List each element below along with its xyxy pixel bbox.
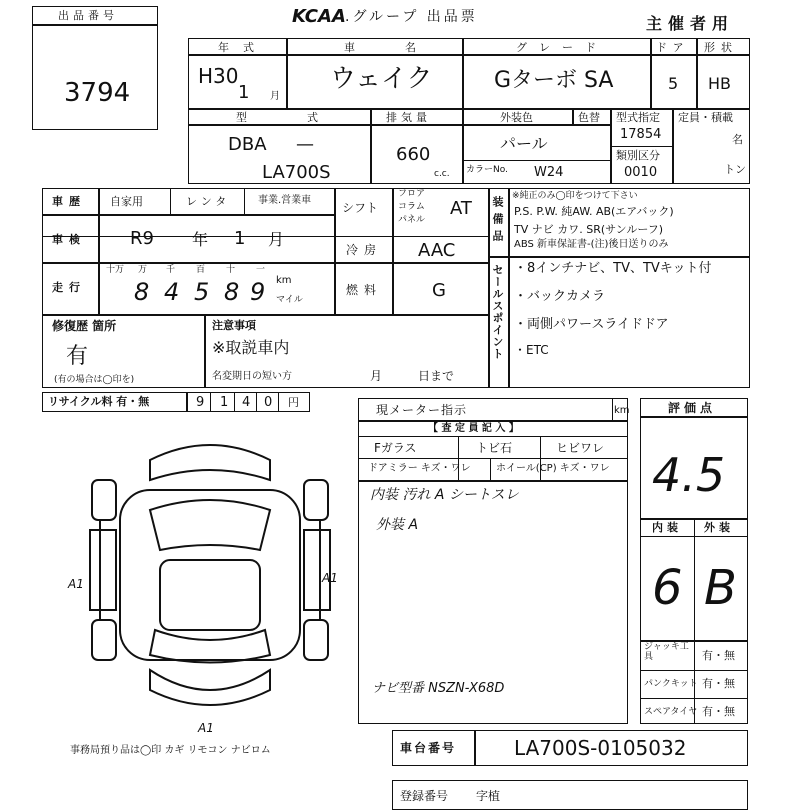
- shaken-month-unit: 月: [268, 230, 285, 249]
- meter-label: 現メーター指示: [376, 403, 468, 417]
- sales-points-label: セールスポイント: [491, 264, 504, 360]
- year-label: 年式: [218, 41, 268, 54]
- car-windshield: [150, 500, 270, 550]
- caution-label: 注意事項: [212, 319, 256, 332]
- color-change-label: 色替: [578, 111, 600, 124]
- score-label: 評価点: [668, 401, 717, 415]
- chassis-label: 車台番号: [400, 741, 457, 755]
- items-note: 事務局預り品は◯印 カギ リモコン ナビロム: [70, 745, 271, 756]
- recycle-digit: 0: [264, 395, 273, 410]
- displacement-label: 排気量: [386, 111, 431, 124]
- puncture-value[interactable]: 有・無: [702, 677, 735, 690]
- capacity-unit-ton: トン: [724, 163, 746, 176]
- equipment-note: ※純正のみ◯印をつけて下さい: [512, 191, 638, 201]
- organizer-label: 主催者用: [646, 14, 735, 33]
- shaken-label: 車検: [52, 233, 86, 246]
- recycle-digit: 9: [196, 395, 205, 410]
- ac-value: AAC: [418, 240, 456, 261]
- color-label: 外装色: [500, 111, 533, 124]
- puncture-label: パンクキット: [644, 679, 698, 689]
- mileage-digit: 8: [224, 278, 240, 306]
- grade-label: グレード: [516, 41, 608, 54]
- spare-label: スペアタイヤ: [644, 707, 698, 717]
- recycle-unit: 円: [288, 396, 299, 409]
- sales-point-item: ・両側パワースライドドア: [514, 317, 669, 332]
- body-value: HB: [708, 74, 732, 93]
- registration-label: 登録番号: [400, 789, 449, 803]
- body-label: 形状: [704, 41, 738, 54]
- shift-option-floor[interactable]: フロア: [398, 189, 426, 199]
- model-prefix: DBA: [228, 134, 267, 155]
- doors-label: ドア: [656, 41, 690, 54]
- mileage-digit-label: 万: [138, 265, 148, 275]
- sales-point-item: ・8インチナビ、TV、TVキット付: [514, 261, 712, 276]
- tire-front-left: [92, 480, 116, 520]
- shift-option-panel[interactable]: パネル: [398, 215, 426, 225]
- spare-value[interactable]: 有・無: [702, 705, 735, 718]
- mileage-digit-label: 十万: [106, 265, 125, 275]
- car-roof: [160, 560, 260, 630]
- mileage-digit-label: 千: [166, 265, 176, 275]
- recycle-digit: 4: [242, 395, 251, 410]
- mileage-digit: 8: [134, 278, 150, 306]
- damage-mark-right: A1: [322, 571, 338, 585]
- year-value: H30: [198, 64, 239, 88]
- glass-crack: ヒビワレ: [556, 441, 605, 455]
- car-diagram: [80, 420, 340, 730]
- mileage-digit-label: 百: [196, 265, 206, 275]
- interior-label: 内装: [652, 521, 682, 534]
- history-private[interactable]: 自家用: [110, 195, 143, 208]
- sales-point-item: ・ETC: [514, 343, 549, 357]
- shift-label: シフト: [342, 201, 379, 215]
- history-business[interactable]: 事業.営業車: [258, 195, 312, 206]
- doors-value: 5: [668, 74, 679, 93]
- model-code: LA700S: [262, 162, 331, 183]
- class-value: 0010: [624, 165, 658, 180]
- door-panel-left: [90, 530, 116, 610]
- capacity-unit-persons: 名: [732, 133, 743, 146]
- damage-mark-left: A1: [68, 577, 84, 591]
- tire-rear-right: [304, 620, 328, 660]
- repair-value: 有: [66, 344, 89, 369]
- month-unit: 月: [270, 91, 280, 102]
- nav-model-note: ナビ型番 NSZN-X68D: [372, 681, 505, 696]
- model-label: 型式: [236, 111, 378, 124]
- history-label: 車歴: [52, 195, 86, 208]
- caution-value: ※取説車内: [212, 338, 290, 357]
- recycle-label: リサイクル料 有・無: [48, 395, 150, 408]
- shaken-month: 1: [234, 228, 246, 249]
- exterior-value: B: [704, 560, 737, 616]
- displacement-unit: c.c.: [434, 169, 450, 179]
- shaken-year-unit: 年: [192, 230, 209, 249]
- grade-value: Gターボ SA: [494, 68, 614, 93]
- fuel-value: G: [432, 280, 446, 301]
- score-value: 4.5: [652, 448, 726, 502]
- equipment-row1: P.S. P.W. 純AW. AB(エアバック): [514, 205, 674, 218]
- model-dash: —: [296, 134, 314, 155]
- color-value: パール: [500, 134, 548, 153]
- mile-label: マイル: [276, 295, 303, 305]
- inspector-label: 【 査 定 員 記 入 】: [428, 423, 519, 434]
- car-rear-window: [150, 630, 270, 663]
- shift-option-column[interactable]: コラム: [398, 202, 425, 212]
- lot-number: 3794: [64, 78, 131, 108]
- km-label: km: [276, 275, 292, 286]
- tire-rear-left: [92, 620, 116, 660]
- car-front-panel: [150, 445, 270, 480]
- capacity-label: 定員・積載: [678, 111, 733, 124]
- class-label: 類別区分: [616, 149, 660, 162]
- history-rental[interactable]: レンタ: [186, 195, 231, 208]
- car-rear-panel: [150, 670, 270, 705]
- repair-label: 修復歴 箇所: [52, 319, 117, 333]
- inspection-note: 外装 A: [376, 517, 419, 533]
- car-name: ウェイク: [330, 64, 433, 94]
- mirror-label: ドアミラー キズ・ワレ: [368, 463, 471, 474]
- displacement-value: 660: [396, 144, 431, 165]
- jack-label: ジャッキ工具: [644, 642, 689, 662]
- mileage-digit-label: 一: [256, 265, 266, 275]
- transfer-label: 名変期日の短い方: [212, 371, 292, 382]
- repair-note: (有の場合は◯印を): [54, 375, 135, 385]
- equipment-row3: ABS 新車保証書-(注)後日送りのみ: [514, 239, 669, 250]
- fuel-label: 燃料: [346, 283, 383, 297]
- mileage-digit: 5: [194, 278, 210, 306]
- door-panel-right: [304, 530, 330, 610]
- type-designation-label: 型式指定: [616, 111, 660, 124]
- mileage-digit-label: 十: [226, 265, 236, 275]
- transfer-month: 月: [370, 369, 383, 383]
- chassis-value: LA700S-0105032: [514, 736, 687, 760]
- car-body-outline: [120, 490, 300, 660]
- glass-label: Fガラス: [374, 441, 417, 455]
- mileage-digit: 4: [164, 278, 180, 306]
- interior-value: 6: [652, 560, 683, 616]
- equipment-row2: TV ナビ カワ. SR(サンルーフ): [514, 223, 664, 236]
- inspection-note: 内装 汚れ A シートスレ: [370, 487, 519, 503]
- tire-front-right: [304, 480, 328, 520]
- name-label: 車名: [344, 41, 466, 54]
- wheel-label: ホイール(CP) キズ・ワレ: [496, 463, 610, 474]
- ac-label: 冷房: [346, 243, 383, 257]
- meter-unit: km: [614, 405, 630, 416]
- mileage-digit: 9: [250, 278, 266, 306]
- equipment-label: 装備品: [491, 196, 504, 247]
- exterior-label: 外装: [704, 521, 734, 534]
- lot-number-label: 出品番号: [58, 9, 118, 22]
- color-no-value: W24: [534, 165, 564, 180]
- damage-mark-rear: A1: [198, 721, 214, 735]
- mileage-label: 走行: [52, 281, 86, 294]
- recycle-digit: 1: [220, 395, 229, 410]
- month-value: 1: [238, 82, 250, 103]
- registration-value: 字植: [476, 789, 501, 803]
- sales-point-item: ・バックカメラ: [514, 289, 606, 304]
- brand-logo: KCAA: [292, 6, 346, 27]
- color-no-label: カラーNo.: [466, 165, 508, 175]
- sheet-title: .グループ 出品票: [345, 9, 478, 25]
- shift-value: AT: [450, 198, 472, 219]
- transfer-day: 日まで: [418, 369, 455, 383]
- glass-chip: トビ石: [476, 441, 513, 455]
- type-designation-value: 17854: [620, 127, 662, 142]
- shaken-era: R9: [130, 228, 154, 249]
- jack-value[interactable]: 有・無: [702, 649, 735, 662]
